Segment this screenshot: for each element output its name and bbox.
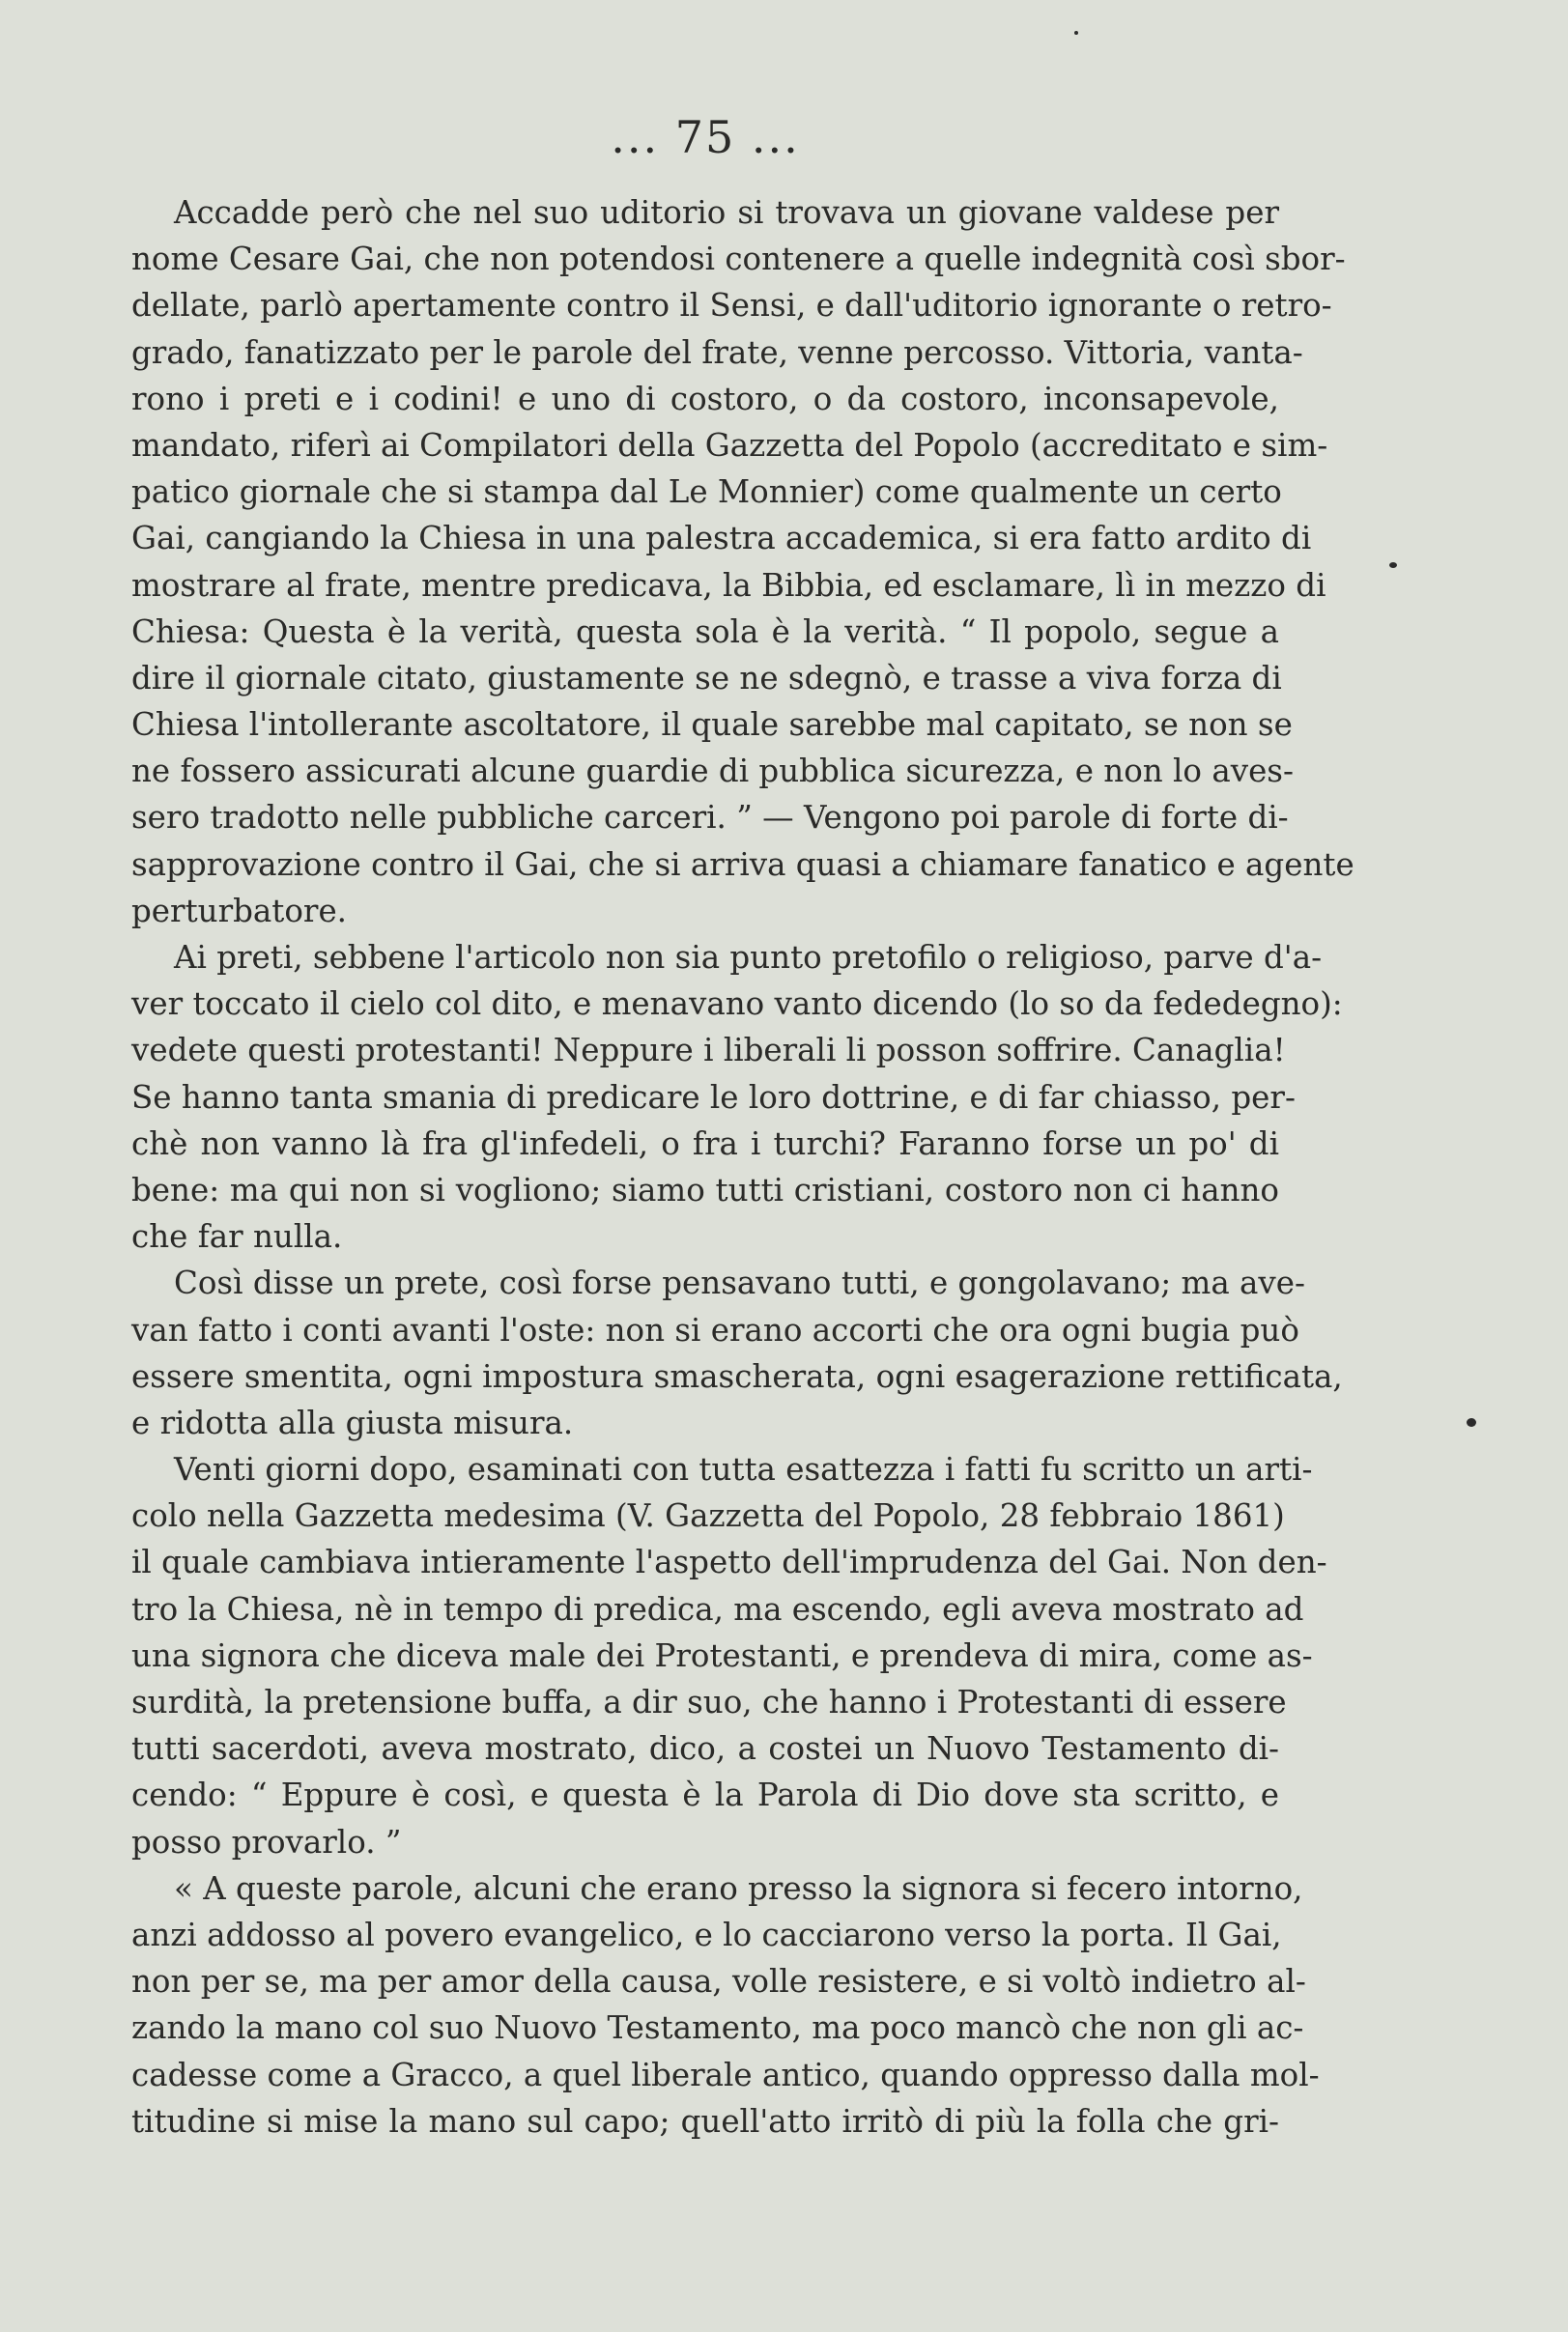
text-line: posso provarlo. ” [131,1823,402,1861]
text-line: chè non vanno là fra gl'infedeli, o fra i turchi? Faranno forse un po' di [131,1124,1279,1162]
page-number: ... 75 ... [611,111,800,163]
text-line: non per se, ma per amor della causa, volle resistere, e si voltò indietro al- [131,1963,1306,2001]
text-line: surdità, la pretensione buffa, a dir suo, che hanno i Protestanti di essere [131,1684,1287,1721]
body-text [131,189,1354,2145]
text-line: tutti sacerdoti, aveva mostrato, dico, a costei un Nuovo Testamento di- [131,1730,1279,1768]
text-line: mandato, riferì ai Compilatori della Gazzetta del Popolo (accreditato e sim- [131,426,1328,464]
text-line: anzi addosso al povero evangelico, e lo cacciarono verso la porta. Il Gai, [131,1916,1282,1953]
ink-speck [1467,1418,1476,1427]
text-line: mostrare al frate, mentre predicava, la Bibbia, ed esclamare, lì in mezzo di [131,566,1326,604]
paragraph [131,934,1343,1260]
ink-speck [1389,562,1397,568]
text-line: Se hanno tanta smania di predicare le loro dottrine, e di far chiasso, per- [131,1078,1296,1116]
text-line: il quale cambiava intieramente l'aspetto dell'imprudenza del Gai. Non den- [131,1544,1327,1581]
text-line: van fatto i conti avanti l'oste: non si erano accorti che ora ogni bugia può [131,1311,1299,1349]
text-line: essere smentita, ogni impostura smascherata, ogni esagerazione rettificata, [131,1357,1343,1395]
text-line: cendo: “ Eppure è così, e questa è la Parola di Dio dove sta scritto, e [131,1777,1279,1814]
text-line: tro la Chiesa, nè in tempo di predica, ma escendo, egli aveva mostrato ad [131,1590,1304,1628]
text-line: Gai, cangiando la Chiesa in una palestra accademica, si era fatto ardito di [131,520,1312,557]
text-line: « A queste parole, alcuni che erano presso la signora si fecero intorno, [174,1869,1303,1907]
text-line: una signora che diceva male dei Protestanti, e prendeva di mira, come as- [131,1636,1313,1674]
text-line: patico giornale che si stampa dal Le Monnier) come qualmente un certo [131,473,1282,511]
text-line: ne fossero assicurati alcune guardie di pubblica sicurezza, e non lo aves- [131,753,1294,790]
paragraph [131,1865,1320,2145]
text-line: bene: ma qui non si vogliono; siamo tutti cristiani, costoro non ci hanno [131,1171,1279,1209]
text-line: Chiesa l'intollerante ascoltatore, il quale sarebbe mal capitato, se non se [131,706,1293,744]
text-line: e ridotta alla giusta misura. [131,1404,574,1441]
text-line: ver toccato il cielo col dito, e menavano vanto dicendo (lo so da fededegno): [131,985,1343,1023]
text-line: Ai preti, sebbene l'articolo non sia punto pretofilo o religioso, parve d'a- [174,939,1323,976]
text-line: vedete questi protestanti! Neppure i liberali li posson soffrire. Canaglia! [131,1032,1286,1069]
text-line: sapprovazione contro il Gai, che si arriva quasi a chiamare fanatico e agente [131,845,1354,883]
text-line: dellate, parlò apertamente contro il Sensi, e dall'uditorio ignorante o retro- [131,287,1332,325]
ink-speck [1074,31,1078,35]
text-line: che far nulla. [131,1218,343,1256]
text-line: sero tradotto nelle pubbliche carceri. ” — Vengono poi parole di forte di- [131,799,1289,837]
paragraph [131,1446,1327,1865]
text-line: Venti giorni dopo, esaminati con tutta esattezza i fatti fu scritto un arti- [174,1451,1313,1489]
paragraph [131,189,1354,934]
text-line: Così disse un prete, così forse pensavano tutti, e gongolavano; ma ave- [174,1265,1305,1302]
text-line: titudine si mise la mano sul capo; quell'atto irritò di più la folla che gri- [131,2102,1279,2140]
text-line: nome Cesare Gai, che non potendosi contenere a quelle indegnità così sbor- [131,241,1346,278]
text-line: cadesse come a Gracco, a quel liberale antico, quando oppresso dalla mol- [131,2056,1320,2093]
text-line: rono i preti e i codini! e uno di costoro, o da costoro, inconsapevole, [131,380,1279,417]
text-line: dire il giornale citato, giustamente se ne sdegnò, e trasse a viva forza di [131,659,1282,697]
paragraph [131,1260,1343,1446]
text-line: Chiesa: Questa è la verità, questa sola è la verità. “ Il popolo, segue a [131,612,1279,650]
text-line: colo nella Gazzetta medesima (V. Gazzetta del Popolo, 28 febbraio 1861) [131,1497,1285,1535]
text-line: perturbatore. [131,892,348,929]
text-line: zando la mano col suo Nuovo Testamento, ma poco mancò che non gli ac- [131,2009,1304,2047]
text-line: grado, fanatizzato per le parole del frate, venne percosso. Vittoria, vanta- [131,333,1303,371]
text-line: Accadde però che nel suo uditorio si trovava un giovane valdese per [174,194,1279,231]
